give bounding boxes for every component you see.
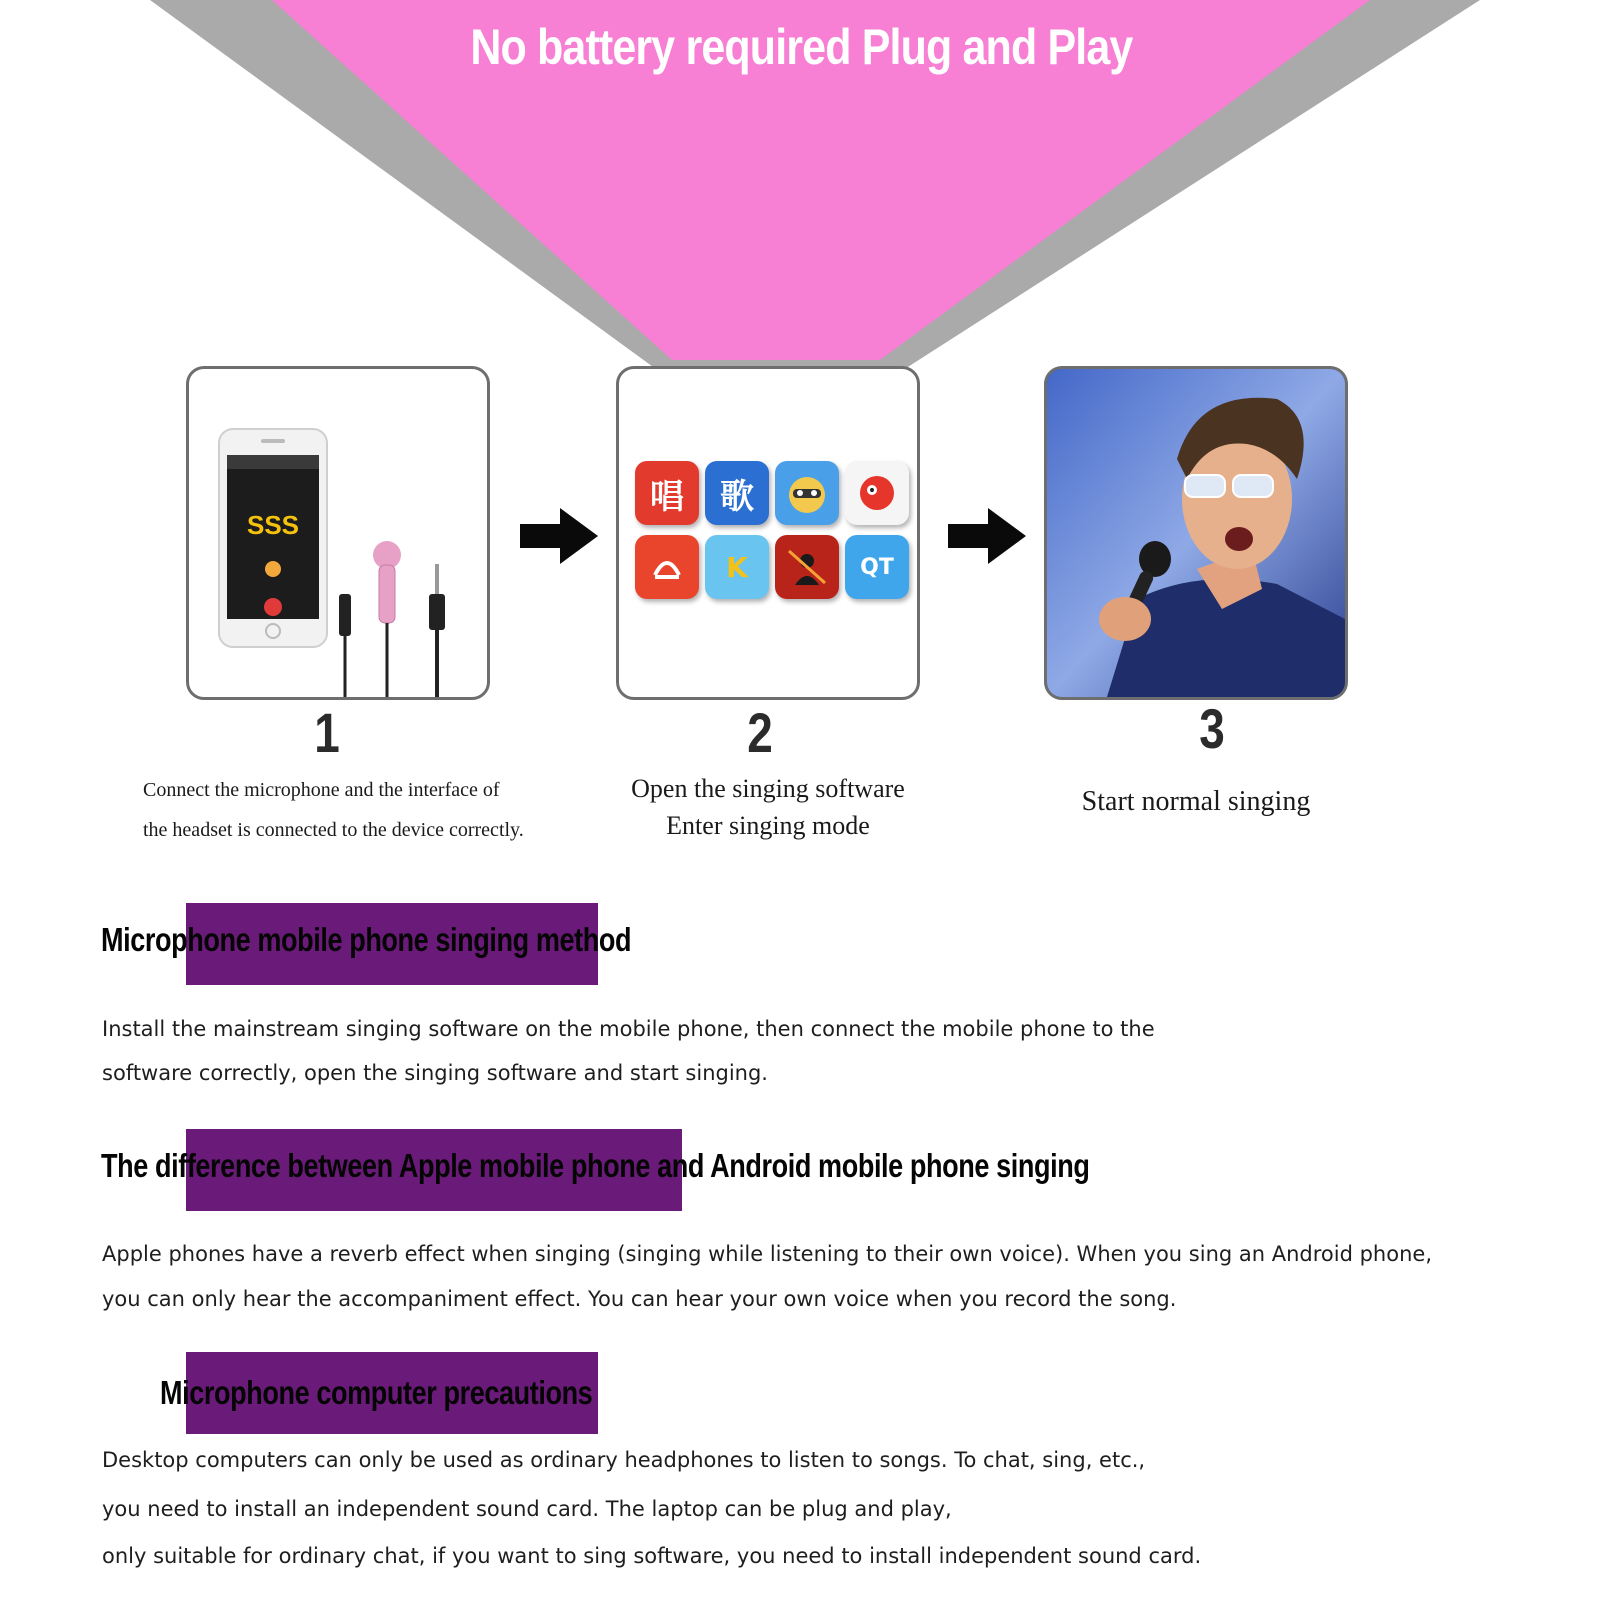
app-singer-icon <box>775 535 839 599</box>
app-song-icon: 歌 <box>705 461 769 525</box>
section-paragraph-line: you can only hear the accompaniment effect. You can hear your own voice when you record the song. <box>102 1287 1177 1311</box>
arrow-right-icon <box>948 508 1026 564</box>
step-3-caption: Start normal singing <box>1081 786 1311 817</box>
section-heading: Microphone computer precautions <box>160 1374 593 1411</box>
section-paragraph-line: Apple phones have a reverb effect when singing (singing while listening to their own voice). When you sing an Android phone, <box>102 1242 1432 1266</box>
section-heading: Microphone mobile phone singing method <box>101 921 632 958</box>
section-paragraph-line: Desktop computers can only be used as ordinary headphones to listen to songs. To chat, sing, etc., <box>102 1448 1146 1472</box>
section-paragraph-line: only suitable for ordinary chat, if you want to sing software, you need to install independent sound card. <box>102 1544 1202 1568</box>
step-3-image <box>1044 366 1348 700</box>
arrow-right-icon <box>520 508 598 564</box>
phone-screen-text: SSS <box>246 510 300 540</box>
app-bird-icon <box>845 461 909 525</box>
section-paragraph-line: you need to install an independent sound card. The laptop can be plug and play, <box>102 1497 952 1521</box>
app-sing-icon: 唱 <box>635 461 699 525</box>
app-qt-icon: QT <box>845 535 909 599</box>
step-3-number: 3 <box>1199 697 1225 760</box>
step-2-number: 2 <box>747 701 773 764</box>
section-heading: The difference between Apple mobile phone and Android mobile phone singing <box>101 1147 1090 1184</box>
step-1-caption: Connect the microphone and the interface of the headset is connected to the device correctly. <box>143 779 524 841</box>
step-1-image <box>186 366 490 700</box>
banner-title: No battery required Plug and Play <box>470 19 1133 75</box>
section-paragraph-line: software correctly, open the singing software and start singing. <box>102 1061 768 1085</box>
app-k-mic-icon: K <box>705 535 769 599</box>
step-1-number: 1 <box>314 701 340 764</box>
step-2-caption: Open the singing software Enter singing mode <box>631 774 905 840</box>
app-karaoke-club-icon <box>635 535 699 599</box>
app-raccoon-icon <box>775 461 839 525</box>
section-paragraph-line: Install the mainstream singing software on the mobile phone, then connect the mobile phone to the <box>102 1017 1155 1041</box>
banner <box>0 0 1600 380</box>
step-2-image <box>616 366 920 700</box>
